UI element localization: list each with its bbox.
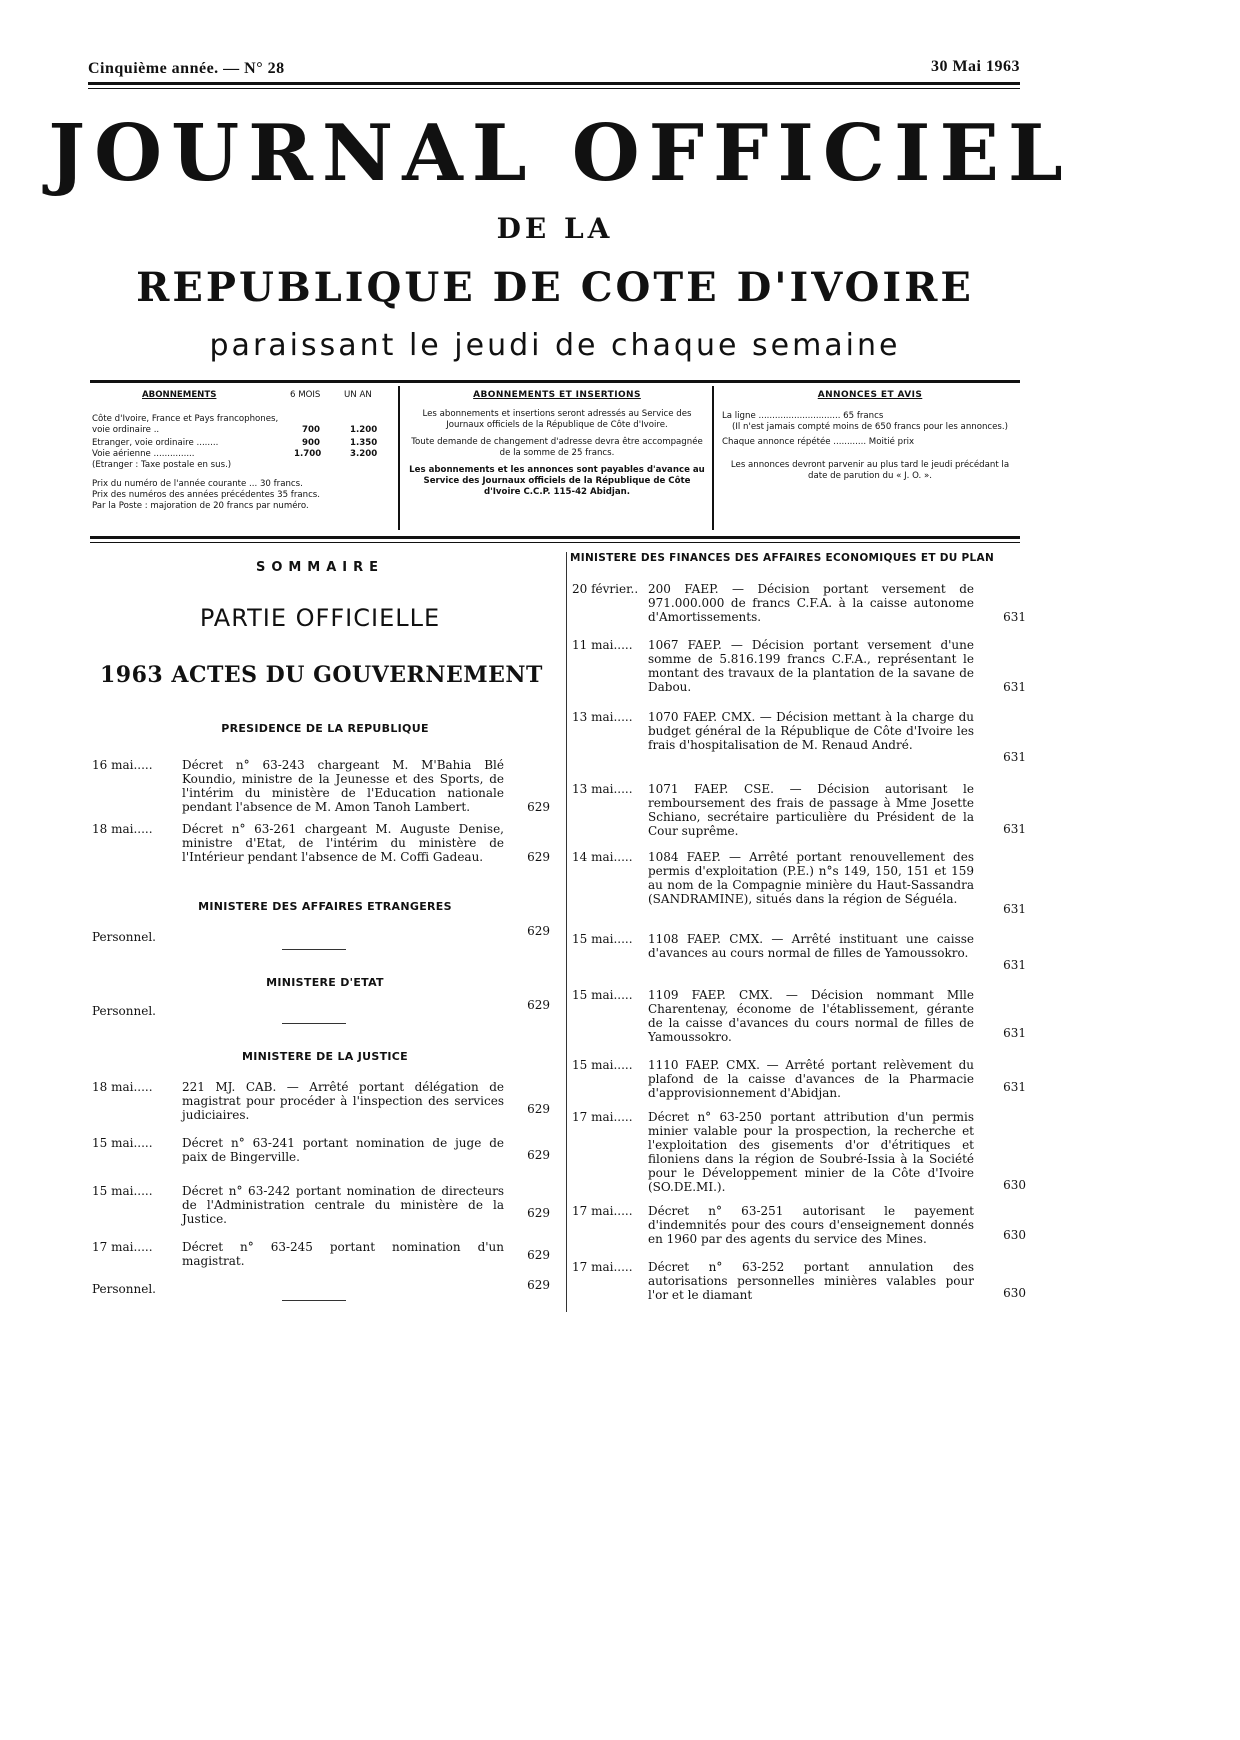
entry-page: 629 [527, 850, 550, 864]
issue-number: Cinquième année. — N° 28 [88, 60, 285, 77]
entry-text: Décret n° 63-261 chargeant M. Auguste Denise, ministre d'Etat, de l'intérim du ministère de l'Intérieur pendant l'absence de M. Coffi Gadeau. [182, 822, 504, 864]
entry-text: Décret n° 63-251 autorisant le payement d'indemnités pour des cours d'enseignement donnés en 1960 par des agents du service des Mines. [648, 1204, 974, 1246]
entry-page: 631 [1003, 1080, 1026, 1094]
box-divider-1 [398, 386, 400, 530]
sub-row-year: 1.350 [350, 438, 378, 448]
partie-officielle: PARTIE OFFICIELLE [199, 604, 441, 632]
entry-text: 1071 FAEP. CSE. — Décision autorisant le remboursement des frais de passage à Mme Josette Schiano, secrétaire particulière du Président de la Cour suprême. [648, 782, 974, 838]
sub-row-year: 3.200 [350, 449, 378, 459]
entry-page: 631 [1003, 958, 1026, 972]
entry-page: 631 [1003, 610, 1026, 624]
entry-page: 631 [1003, 822, 1026, 836]
annonces-line3: Chaque annonce répétée ............ Moitié prix [722, 437, 915, 447]
col-six-months: 6 MOIS [290, 390, 321, 400]
list-item [92, 822, 550, 872]
entry-text: 1070 FAEP. CMX. — Décision mettant à la charge du budget général de la République de Côte d'Ivoire les frais d'hospitalisation de M. Renaud André. [648, 710, 974, 752]
section-affaires-etrangeres: MINISTERE DES AFFAIRES ETRANGERES [198, 900, 452, 913]
entry-page: 629 [527, 800, 550, 814]
list-item [572, 1204, 1032, 1248]
separator [282, 1023, 346, 1024]
entry-date: 16 mai..... [92, 758, 153, 772]
list-item [92, 758, 550, 818]
list-item [572, 932, 1032, 976]
col-one-year: UN AN [344, 390, 372, 400]
box-top-rule [90, 380, 1020, 383]
section-presidence: PRESIDENCE DE LA REPUBLIQUE [221, 722, 429, 735]
annonces-line1: La ligne .............................. 65 francs [722, 411, 884, 421]
list-item [572, 638, 1032, 696]
entry-date: 13 mai..... [572, 710, 633, 724]
entry-date: 15 mai..... [572, 1058, 633, 1072]
entry-date: 18 mai..... [92, 822, 153, 836]
entry-page: 630 [1003, 1178, 1026, 1192]
entry-text: 1110 FAEP. CMX. — Arrêté portant relèvement du plafond de la caisse d'avances de la Pharmacie d'approvisionnement d'Abidjan. [648, 1058, 974, 1100]
entry-text: Décret n° 63-242 portant nomination de directeurs de l'Administration centrale du ministère de la Justice. [182, 1184, 504, 1226]
entry-text: 200 FAEP. — Décision portant versement de 971.000.000 de francs C.F.A. à la caisse autonome d'Amortissements. [648, 582, 974, 624]
insertions-p2: Toute demande de changement d'adresse devra être accompagnée de la somme de 25 francs. [411, 437, 703, 458]
entry-text: 1108 FAEP. CMX. — Arrêté instituant une caisse d'avances au cours normal de filles de Yamoussokro. [648, 932, 974, 960]
list-item [92, 1080, 550, 1124]
sub-row-six: 700 [302, 425, 320, 435]
entry-page: 630 [1003, 1286, 1026, 1300]
sommaire-title: SOMMAIRE [255, 560, 385, 575]
section-finances: MINISTERE DES FINANCES DES AFFAIRES ECONOMIQUES ET DU PLAN [570, 552, 995, 564]
entry-text: Décret n° 63-241 portant nomination de juge de paix de Bingerville. [182, 1136, 504, 1164]
journal-title: JOURNAL OFFICIEL [48, 108, 1072, 199]
section-ministere-etat: MINISTERE D'ETAT [266, 976, 384, 989]
entry-page: 631 [1003, 680, 1026, 694]
entry-page: 631 [1003, 902, 1026, 916]
price-line: Par la Poste : majoration de 20 francs par numéro. [92, 501, 309, 511]
section-justice: MINISTERE DE LA JUSTICE [242, 1050, 408, 1063]
entry-date: 15 mai..... [92, 1136, 153, 1150]
sub-row-label: Côte d'Ivoire, France et Pays francophones, voie ordinaire .. [92, 414, 279, 435]
entry-page: 631 [1003, 1026, 1026, 1040]
entry-date: 15 mai..... [572, 988, 633, 1002]
entry-page: 629 [527, 1248, 550, 1262]
entry-date: Personnel. [92, 1004, 156, 1018]
subscriptions-heading: ABONNEMENTS [142, 390, 217, 400]
entry-page: 629 [527, 1206, 550, 1220]
insertions-p3: Les abonnements et les annonces sont payables d'avance au Service des Journaux officiels de la République de Côte d'Ivoire C.C.P. 115-42 Abidjan. [409, 465, 705, 497]
entry-page: 629 [527, 1148, 550, 1162]
sub-row-six: 1.700 [294, 449, 322, 459]
entry-date: 17 mai..... [572, 1110, 633, 1124]
entry-date: Personnel. [92, 930, 156, 944]
entry-date: 17 mai..... [92, 1240, 153, 1254]
price-line: Prix du numéro de l'année courante ... 30 francs. [92, 479, 303, 489]
entry-text: 221 MJ. CAB. — Arrêté portant délégation de magistrat pour procéder à l'inspection des services judiciaires. [182, 1080, 504, 1122]
entry-text: 1084 FAEP. — Arrêté portant renouvellement des permis d'exploitation (P.E.) n°s 149, 150, 151 et 159 au nom de la Compagnie minière du Haut-Sassandra (SANDRAMINE), situés dans la région de Séguéla. [648, 850, 974, 906]
republic-name: REPUBLIQUE DE COTE D'IVOIRE [136, 264, 974, 311]
entry-text: Décret n° 63-245 portant nomination d'un magistrat. [182, 1240, 504, 1268]
list-item [572, 1058, 1032, 1102]
entry-page: 630 [1003, 1228, 1026, 1242]
entry-date: 11 mai..... [572, 638, 633, 652]
entry-page: 629 [527, 1278, 550, 1292]
entry-date: 17 mai..... [572, 1204, 633, 1218]
entry-date: 15 mai..... [572, 932, 633, 946]
annonces-line4: Les annonces devront parvenir au plus tard le jeudi précédant la date de parution du « J. O. ». [730, 460, 1010, 481]
list-item [572, 782, 1032, 840]
entry-date: 14 mai..... [572, 850, 633, 864]
entry-date: 20 février.. [572, 582, 639, 596]
top-rule-thin [88, 88, 1020, 89]
separator [282, 949, 346, 950]
list-item [92, 998, 550, 1018]
entry-date: 18 mai..... [92, 1080, 153, 1094]
list-item [572, 582, 1032, 626]
postal-note: (Etranger : Taxe postale en sus.) [92, 460, 232, 470]
sub-row-label: Voie aérienne ............... [92, 449, 195, 459]
annonces-line2: (Il n'est jamais compté moins de 650 francs pour les annonces.) [732, 422, 1008, 432]
list-item [572, 1110, 1032, 1198]
entry-text: Décret n° 63-243 chargeant M. M'Bahia Blé Koundio, ministre de la Jeunesse et des Sports, de l'intérim du ministère de l'Education nationale pendant l'absence de M. Amon Tanoh Lambert. [182, 758, 504, 814]
list-item [92, 1184, 550, 1228]
actes-heading: 1963 ACTES DU GOUVERNEMENT [100, 662, 543, 688]
insertions-p1: Les abonnements et insertions seront adressés au Service des Journaux officiels de la République de Côte d'Ivoire. [422, 409, 692, 430]
list-item [572, 710, 1032, 768]
annonces-box [722, 390, 1018, 482]
box-bottom-rule-thin [90, 542, 1020, 543]
entry-page: 629 [527, 924, 550, 938]
entry-page: 631 [1003, 750, 1026, 764]
issue-date: 30 Mai 1963 [930, 58, 1020, 75]
price-line: Prix des numéros des années précédentes 35 francs. [92, 490, 321, 500]
list-item [92, 1278, 550, 1298]
box-bottom-rule [90, 536, 1020, 539]
subscriptions-box [92, 390, 392, 512]
list-item [92, 924, 550, 944]
sub-row-label: Etranger, voie ordinaire ........ [92, 438, 219, 448]
top-rule [88, 82, 1020, 85]
entry-text: 1067 FAEP. — Décision portant versement d'une somme de 5.816.199 francs C.F.A., représentant le montant des travaux de la plantation de la savane de Dabou. [648, 638, 974, 694]
list-item [572, 988, 1032, 1046]
insertions-box [408, 390, 706, 498]
entry-page: 629 [527, 1102, 550, 1116]
entry-text: Décret n° 63-250 portant attribution d'un permis minier valable pour la prospection, la recherche et l'exploitation des gisements d'or d'étritiques et filoniens dans la région de Soubré-Issia à la Société pour le Développement minier de la Côte d'Ivoire (SO.DE.MI.). [648, 1110, 974, 1194]
separator [282, 1300, 346, 1301]
list-item [572, 1260, 1032, 1304]
insertions-heading: ABONNEMENTS ET INSERTIONS [473, 390, 641, 400]
list-item [572, 850, 1032, 922]
annonces-heading: ANNONCES ET AVIS [817, 390, 923, 400]
entry-date: 15 mai..... [92, 1184, 153, 1198]
sub-row-year: 1.200 [350, 425, 378, 435]
entry-date: 13 mai..... [572, 782, 633, 796]
sub-row-six: 900 [302, 438, 320, 448]
de-la: DE LA [496, 212, 614, 245]
list-item [92, 1240, 550, 1270]
tagline: paraissant le jeudi de chaque semaine [209, 328, 901, 363]
list-item [92, 1136, 550, 1166]
box-divider-2 [712, 386, 714, 530]
column-divider [566, 552, 567, 1312]
entry-text: 1109 FAEP. CMX. — Décision nommant Mlle Charentenay, économe de l'établissement, gérante de la caisse d'avances du cours normal de filles de Yamoussokro. [648, 988, 974, 1044]
entry-text: Décret n° 63-252 portant annulation des autorisations personnelles minières valables pour l'or et le diamant [648, 1260, 974, 1302]
entry-page: 629 [527, 998, 550, 1012]
entry-date: Personnel. [92, 1282, 156, 1296]
entry-date: 17 mai..... [572, 1260, 633, 1274]
